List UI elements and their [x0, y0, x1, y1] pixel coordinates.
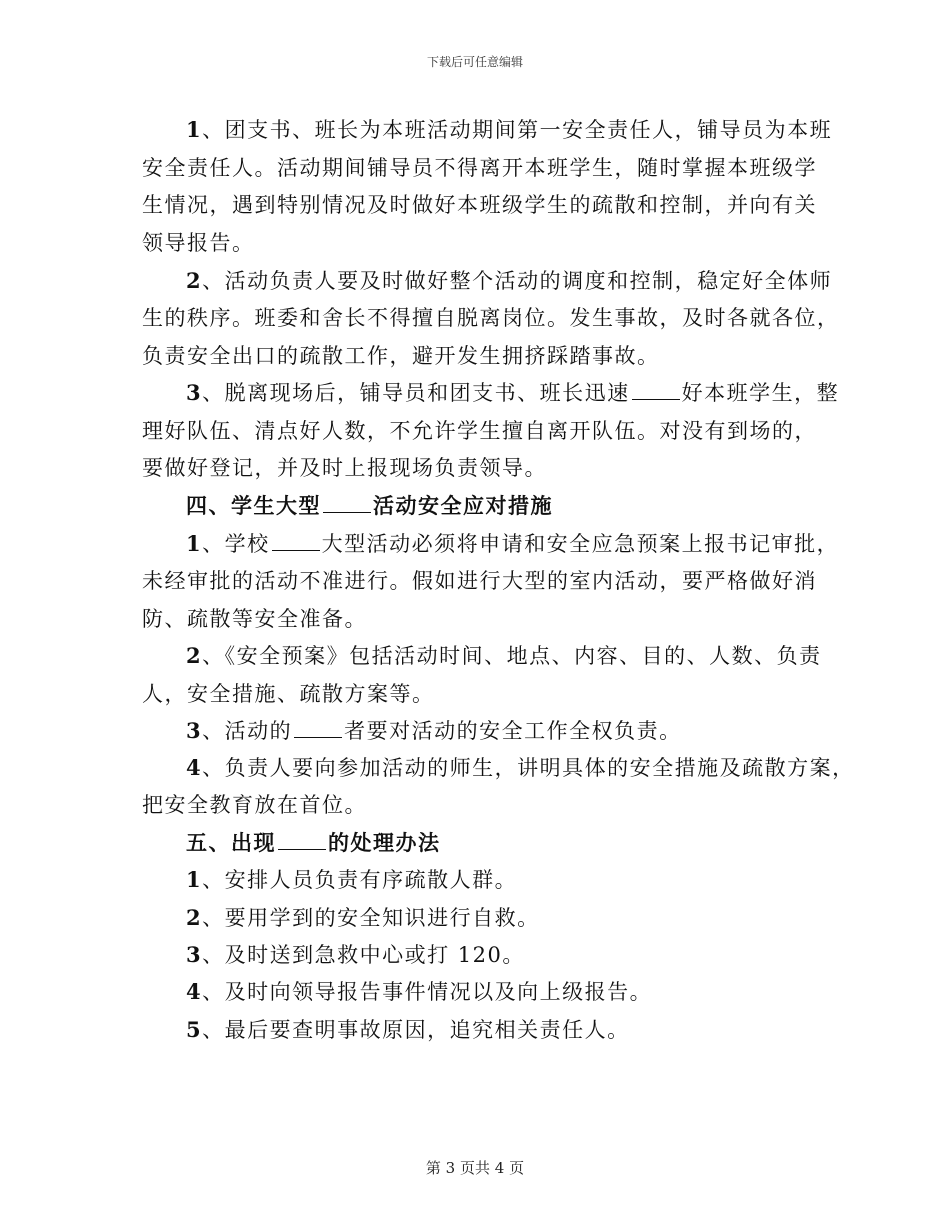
- paragraph-line: [142, 565, 817, 595]
- line-text: 理好队伍、清点好人数，不允许学生擅自离开队伍。对没有到场的，: [142, 419, 817, 443]
- paragraph-line: [186, 939, 525, 969]
- item-number: 3: [186, 380, 203, 405]
- paragraph-line: [186, 752, 855, 782]
- line-text: 好本班学生，整: [681, 381, 840, 405]
- item-number: 5: [186, 1017, 203, 1042]
- line-text: 人，安全措施、疏散方案等。: [142, 682, 435, 706]
- page-header: 下载后可任意编辑: [426, 55, 523, 69]
- line-text: 、学校: [202, 532, 270, 556]
- item-number: 4: [186, 979, 203, 1004]
- heading-text: 五、出现: [186, 830, 276, 855]
- item-number: 3: [186, 718, 203, 743]
- paragraph-line: [142, 340, 660, 370]
- line-text: 、要用学到的安全知识进行自救。: [202, 906, 540, 930]
- section-heading: [186, 490, 553, 520]
- item-number: 1: [186, 867, 203, 892]
- paragraph-line: [186, 1014, 630, 1044]
- line-text: 、最后要查明事故原因，追究相关责任人。: [202, 1018, 630, 1042]
- line-text: 、活动负责人要及时做好整个活动的调度和控制，稳定好全体师: [202, 269, 833, 293]
- paragraph-line: [186, 377, 839, 407]
- section-heading: [186, 827, 441, 857]
- item-number: 2: [186, 268, 203, 293]
- paragraph-line: [142, 302, 840, 332]
- fill-blank: [632, 398, 680, 400]
- line-text: 生情况，遇到特别情况及时做好本班级学生的疏散和控制，并向有关: [142, 193, 817, 217]
- line-text: 未经审批的活动不准进行。假如进行大型的室内活动，要严格做好消: [142, 569, 817, 593]
- paragraph-line: [142, 603, 367, 633]
- paragraph-line: [186, 528, 839, 558]
- line-text: 大型活动必须将申请和安全应急预案上报书记审批，: [321, 532, 840, 556]
- paragraph-line: [186, 902, 540, 932]
- line-text: 、安排人员负责有序疏散人群。: [202, 868, 518, 892]
- item-number: 4: [186, 755, 203, 780]
- line-text: 要做好登记，并及时上报现场负责领导。: [142, 456, 547, 480]
- item-number: 1: [186, 531, 203, 556]
- heading-text: 活动安全应对措施: [373, 493, 553, 518]
- paragraph-line: [186, 864, 517, 894]
- paragraph-line: [186, 976, 652, 1006]
- paragraph-line: [142, 789, 367, 819]
- line-text: 生的秩序。班委和舍长不得擅自脱离岗位。发生事故，及时各就各位，: [142, 306, 840, 330]
- line-text: 负责安全出口的疏散工作，避开发生拥挤踩踏事故。: [142, 344, 660, 368]
- fill-blank: [294, 736, 342, 738]
- line-text: 、及时送到急救中心或打 120。: [202, 943, 525, 967]
- paragraph-line: [142, 189, 817, 219]
- paragraph-line: [186, 640, 822, 670]
- line-text: 把安全教育放在首位。: [142, 793, 367, 817]
- line-text: 、《安全预案》包括活动时间、地点、内容、目的、人数、负责: [202, 644, 822, 668]
- line-text: 领导报告。: [142, 231, 255, 255]
- line-text: 、脱离现场后，铺导员和团支书、班长迅速: [202, 381, 630, 405]
- paragraph-line: [186, 265, 832, 295]
- item-number: 2: [186, 643, 203, 668]
- paragraph-line: [142, 452, 547, 482]
- fill-blank: [272, 549, 320, 551]
- fill-blank: [278, 848, 326, 850]
- paragraph-line: [142, 227, 255, 257]
- line-text: 防、疏散等安全准备。: [142, 607, 367, 631]
- line-text: 、及时向领导报告事件情况以及向上级报告。: [202, 980, 653, 1004]
- line-text: 者要对活动的安全工作全权负责。: [344, 719, 682, 743]
- item-number: 1: [186, 117, 203, 142]
- paragraph-line: [142, 152, 817, 182]
- fill-blank: [323, 511, 371, 513]
- line-text: 、团支书、班长为本班活动期间第一安全责任人，铺导员为本班: [202, 118, 833, 142]
- paragraph-line: [186, 114, 832, 144]
- page-footer: 第 3 页共 4 页: [425, 1159, 525, 1177]
- paragraph-line: [186, 715, 682, 745]
- heading-text: 四、学生大型: [186, 493, 321, 518]
- line-text: 、负责人要向参加活动的师生，讲明具体的安全措施及疏散方案，: [202, 756, 855, 780]
- line-text: 安全责任人。活动期间铺导员不得离开本班学生，随时掌握本班级学: [142, 156, 817, 180]
- heading-text: 的处理办法: [328, 830, 441, 855]
- paragraph-line: [142, 415, 817, 445]
- item-number: 3: [186, 942, 203, 967]
- line-text: 、活动的: [202, 719, 293, 743]
- item-number: 2: [186, 905, 203, 930]
- paragraph-line: [142, 678, 435, 708]
